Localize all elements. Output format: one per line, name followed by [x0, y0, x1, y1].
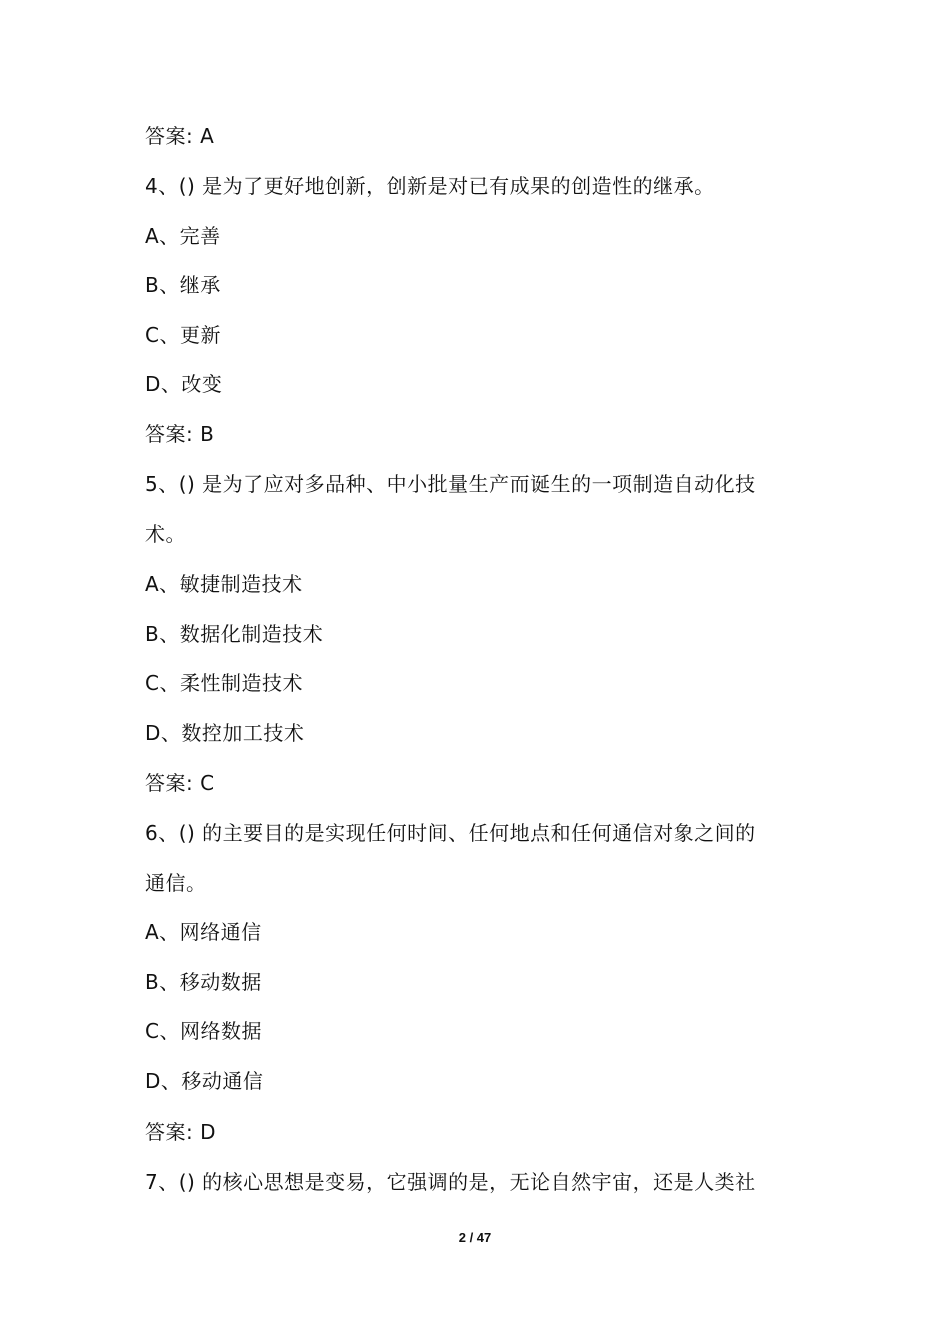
option-c: C、网络数据 [145, 1019, 262, 1043]
answer-line: 答案: A [145, 124, 215, 148]
answer-line: 答案: B [145, 422, 215, 446]
page-number: 2 / 47 [458, 1230, 492, 1245]
option-a: A、敏捷制造技术 [145, 572, 303, 596]
option-d: D、数控加工技术 [145, 721, 305, 745]
answer-line: 答案: C [145, 771, 215, 795]
option-b: B、移动数据 [145, 970, 262, 994]
question-7: 7、() 的核心思想是变易，它强调的是，无论自然宇宙，还是人类社 [145, 1170, 756, 1194]
option-b: B、继承 [145, 273, 221, 297]
answer-line: 答案: D [145, 1120, 216, 1144]
question-4: 4、() 是为了更好地创新，创新是对已有成果的创造性的继承。 [145, 174, 715, 198]
question-5-continued: 术。 [145, 522, 186, 546]
option-b: B、数据化制造技术 [145, 622, 324, 646]
option-d: D、移动通信 [145, 1069, 264, 1093]
option-c: C、更新 [145, 323, 221, 347]
question-5: 5、() 是为了应对多品种、中小批量生产而诞生的一项制造自动化技 [145, 472, 756, 496]
question-6-continued: 通信。 [145, 871, 207, 895]
option-a: A、网络通信 [145, 920, 262, 944]
question-6: 6、() 的主要目的是实现任何时间、任何地点和任何通信对象之间的 [145, 821, 756, 845]
option-c: C、柔性制造技术 [145, 671, 303, 695]
option-d: D、改变 [145, 372, 223, 396]
option-a: A、完善 [145, 224, 221, 248]
